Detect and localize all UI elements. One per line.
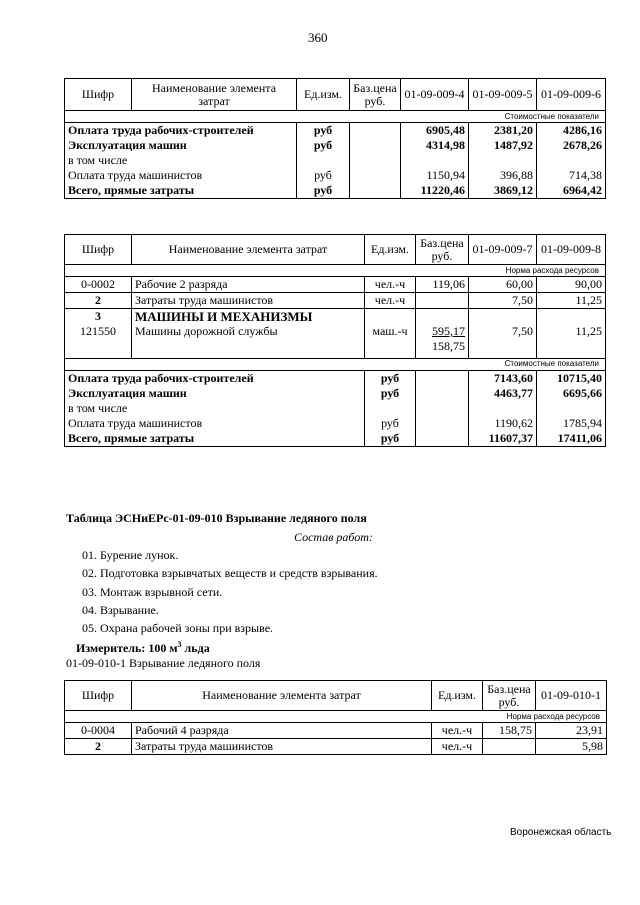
section-title: Таблица ЭСНиЕРс-01-09-010 Взрывание ледяного поля <box>66 511 367 525</box>
resource-label: Норма расхода ресурсов <box>65 711 607 723</box>
table-row: 0-0002 Рабочие 2 разряда чел.-ч 119,06 60,00 90,00 <box>65 277 606 293</box>
table-row: Оплата труда рабочих-строителей руб 7143,60 10715,40 <box>65 370 606 386</box>
header-unit: Ед.изм. <box>365 235 416 265</box>
header-col: 01-09-009-7 <box>469 235 537 265</box>
cost-table-3 <box>64 680 607 755</box>
header-col: 01-09-009-8 <box>537 235 606 265</box>
header-unit: Ед.изм. <box>432 681 483 711</box>
table-row: Оплата труда машинистов руб 1150,94 396,88 714,38 <box>65 168 606 183</box>
cost-table-2 <box>64 234 606 447</box>
table-row: 2 Затраты труда машинистов чел.-ч 7,50 11,25 <box>65 293 606 309</box>
header-code: Шифр <box>65 681 132 711</box>
work-item: 05. Охрана рабочей зоны при взрыве. <box>82 621 274 635</box>
header-col: 01-09-010-1 <box>536 681 607 711</box>
header-col: 01-09-009-5 <box>469 79 537 111</box>
code-line: 01-09-010-1 Взрывание ледяного поля <box>66 656 261 670</box>
footer-region: Воронежская область <box>510 827 612 838</box>
section-label: Стоимостные показатели <box>65 358 606 370</box>
header-name: Наименование элемента затрат <box>132 681 432 711</box>
resource-label: Норма расхода ресурсов <box>65 265 606 277</box>
table-row: Всего, прямые затраты руб 11607,37 17411,06 <box>65 431 606 447</box>
work-item: 04. Взрывание. <box>82 603 159 617</box>
table-row: Всего, прямые затраты руб 11220,46 3869,12 6964,42 <box>65 183 606 199</box>
header-col: 01-09-009-6 <box>537 79 606 111</box>
work-item: 03. Монтаж взрывной сети. <box>82 585 223 599</box>
table-row: 3 МАШИНЫ И МЕХАНИЗМЫ <box>65 309 606 325</box>
table-row: 0-0004 Рабочий 4 разряда чел.-ч 158,75 23,91 <box>65 723 607 739</box>
header-col: 01-09-009-4 <box>401 79 469 111</box>
table-row: Оплата труда рабочих-строителей руб 6905,48 2381,20 4286,16 <box>65 123 606 139</box>
table-row: Эксплуатация машин руб 4314,98 1487,92 2678,26 <box>65 138 606 153</box>
page-number: 360 <box>308 30 328 45</box>
table-row: в том числе <box>65 401 606 416</box>
header-name: Наименование элемента затрат <box>132 79 297 111</box>
work-item: 01. Бурение лунок. <box>82 548 179 562</box>
header-price: Баз.цена руб. <box>483 681 536 711</box>
table-row: Оплата труда машинистов руб 1190,62 1785,94 <box>65 416 606 431</box>
composition-label: Состав работ: <box>294 530 373 544</box>
table-row: в том числе <box>65 153 606 168</box>
work-item: 02. Подготовка взрывчатых веществ и средств взрывания. <box>82 566 378 580</box>
cost-table-1 <box>64 78 606 199</box>
measure-line: Измеритель: 100 $м^3$ льда <box>76 640 210 655</box>
table-row: 121550 Машины дорожной службы маш.-ч 595,17 158,75 7,50 11,25 <box>65 324 606 358</box>
header-code: Шифр <box>65 235 132 265</box>
header-name: Наименование элемента затрат <box>132 235 365 265</box>
header-price: Баз.цена руб. <box>416 235 469 265</box>
header-price: Баз.цена руб. <box>350 79 401 111</box>
header-unit: Ед.изм. <box>297 79 350 111</box>
table-row: 2 Затраты труда машинистов чел.-ч 5,98 <box>65 739 607 755</box>
table-row: Эксплуатация машин руб 4463,77 6695,66 <box>65 386 606 401</box>
section-label: Стоимостные показатели <box>65 111 606 123</box>
header-code: Шифр <box>65 79 132 111</box>
